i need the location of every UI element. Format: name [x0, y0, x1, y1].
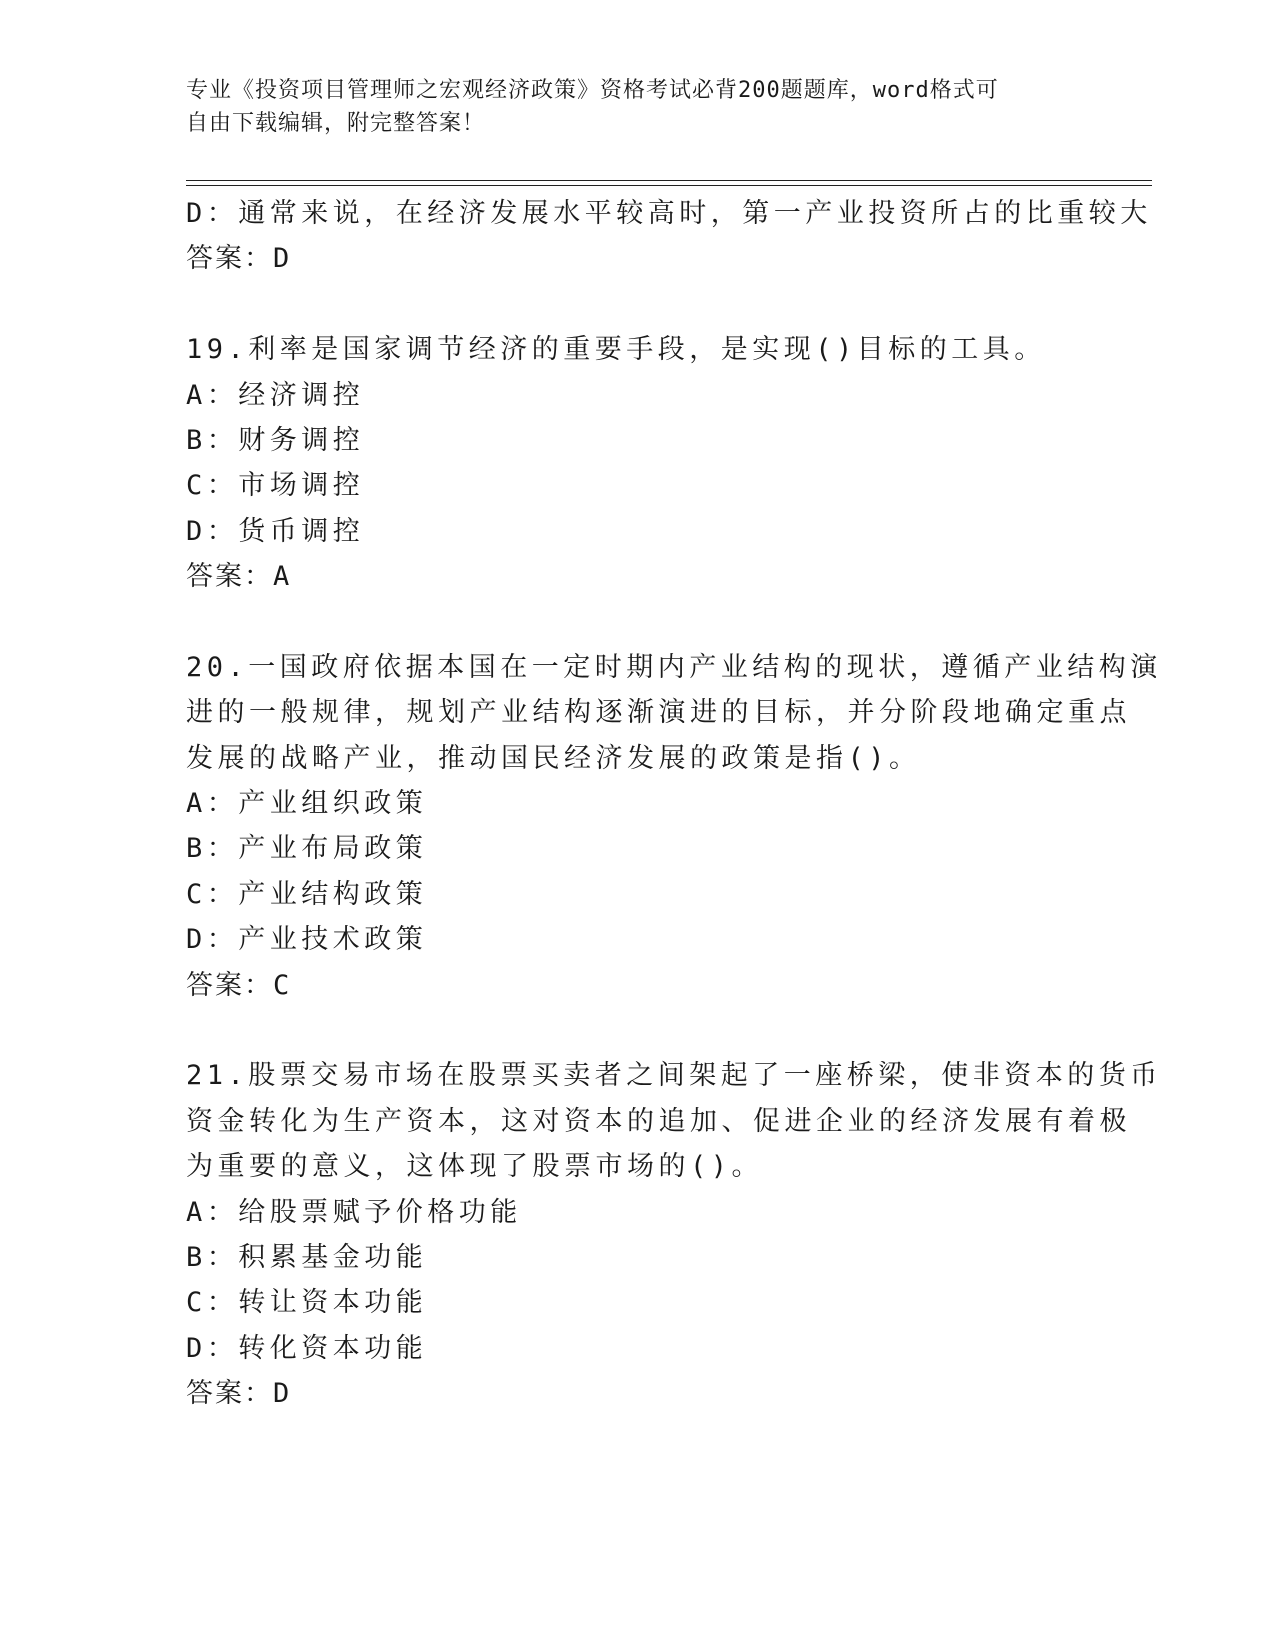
option-d: D：通常来说，在经济发展水平较高时，第一产业投资所占的比重较大 — [186, 198, 1152, 229]
option-d: D：产业技术政策 — [186, 924, 428, 956]
option-c: C：产业结构政策 — [186, 878, 428, 910]
option-b: B：财务调控 — [186, 424, 365, 456]
option-c: C：市场调控 — [186, 470, 365, 502]
question-stem-line-1: 21.股票交易市场在股票买卖者之间架起了一座桥梁，使非资本的货币 — [186, 1060, 1162, 1092]
question-stem-line-1: 20.一国政府依据本国在一定时期内产业结构的现状，遵循产业结构演 — [186, 651, 1162, 683]
previous-question-tail — [186, 191, 1152, 282]
option-a: A：产业组织政策 — [186, 788, 428, 820]
page-header — [186, 74, 1066, 140]
answer: 答案：D — [186, 243, 292, 275]
option-b: B：产业布局政策 — [186, 833, 428, 865]
header-divider-top — [186, 180, 1152, 181]
question-list — [186, 191, 1162, 1417]
option-c: C：转让资本功能 — [186, 1287, 428, 1319]
answer: 答案：D — [186, 1378, 292, 1410]
option-a: A：给股票赋予价格功能 — [186, 1196, 522, 1228]
option-a: A：经济调控 — [186, 379, 365, 411]
header-title-line-1: 专业《投资项目管理师之宏观经济政策》资格考试必背200题题库，word格式可 — [186, 78, 999, 103]
question-stem-line-3: 发展的战略产业，推动国民经济发展的政策是指()。 — [186, 742, 921, 774]
option-b: B：积累基金功能 — [186, 1241, 428, 1273]
question-19 — [186, 327, 1086, 599]
question-21 — [186, 1053, 1162, 1416]
answer: 答案：C — [186, 969, 292, 1001]
question-stem: 19.利率是国家调节经济的重要手段，是实现()目标的工具。 — [186, 334, 1046, 366]
answer: 答案：A — [186, 561, 292, 593]
option-d: D：货币调控 — [186, 515, 365, 547]
question-stem-line-2: 进的一般规律，规划产业结构逐渐演进的目标，并分阶段地确定重点 — [186, 697, 1131, 729]
question-stem-line-3: 为重要的意义，这体现了股票市场的()。 — [186, 1151, 764, 1183]
header-title-line-2: 自由下载编辑，附完整答案！ — [186, 111, 486, 136]
spacer — [186, 282, 1086, 327]
question-stem-line-2: 资金转化为生产资本，这对资本的追加、促进企业的经济发展有着极 — [186, 1105, 1131, 1137]
spacer — [186, 600, 1086, 645]
option-d: D：转化资本功能 — [186, 1332, 428, 1364]
spacer — [186, 1008, 1086, 1053]
question-20 — [186, 645, 1162, 1008]
header-divider-bottom — [186, 185, 1152, 186]
